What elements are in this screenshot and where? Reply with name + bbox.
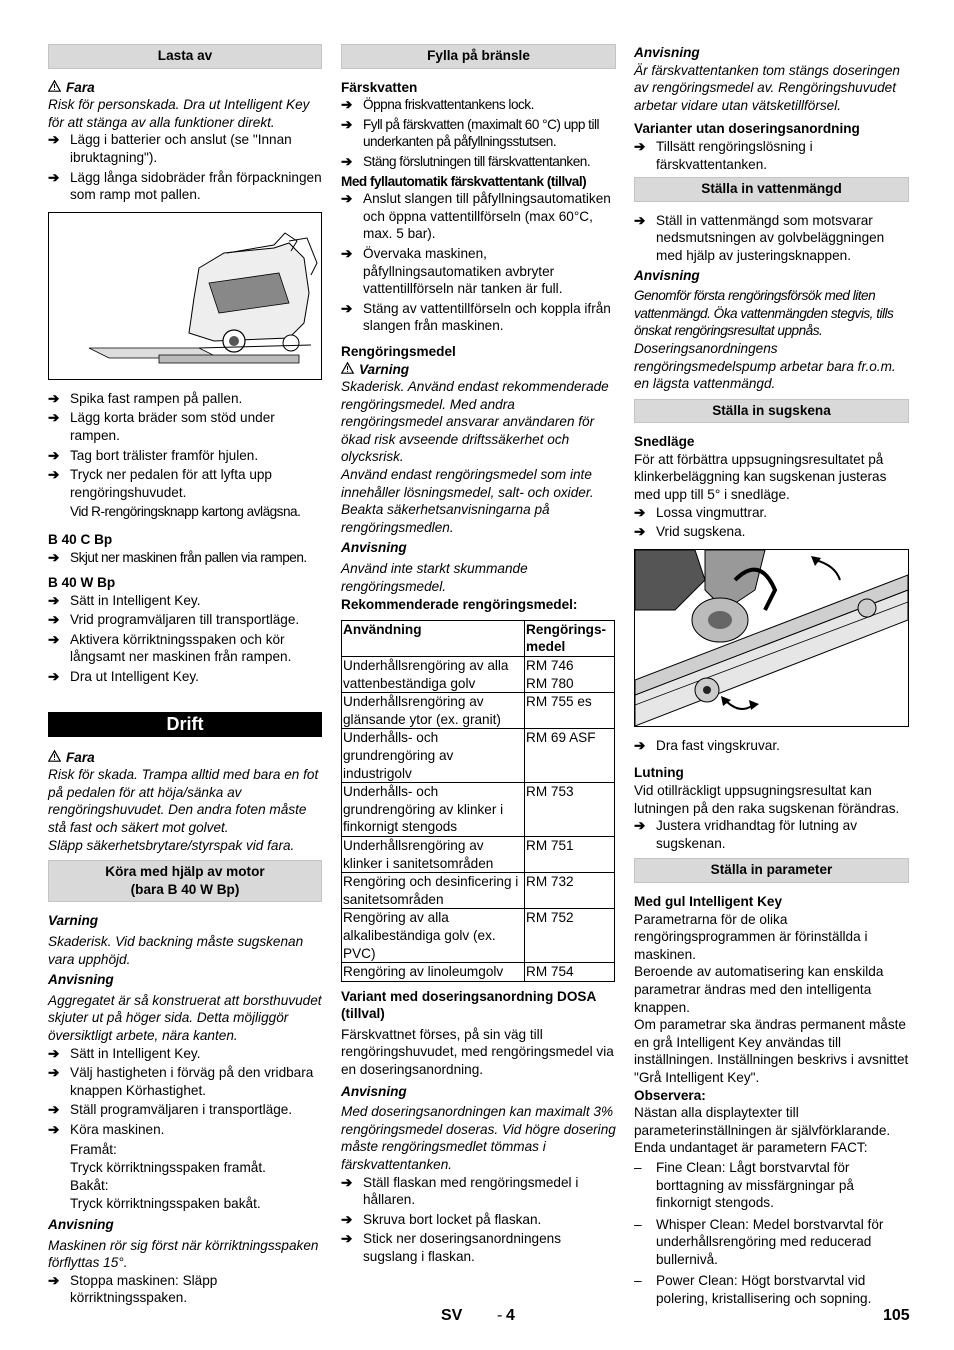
- fact-option: [634, 1159, 909, 1212]
- gul-key-heading: Med gul Intelligent Key: [634, 894, 783, 909]
- b40c-heading: B 40 C Bp: [48, 531, 113, 547]
- instruction-step: [48, 390, 322, 408]
- section-header-drift: Drift: [48, 712, 322, 737]
- warning-triangle-icon: [48, 749, 62, 767]
- instruction-step-text: Vrid programväljaren till transportläge.: [70, 612, 300, 628]
- anvisning-label-3: Anvisning: [634, 45, 700, 60]
- arrow-right-icon: ➔: [48, 1272, 60, 1288]
- farskvatten-heading: Färskvatten: [341, 79, 418, 95]
- framat-text: Tryck körriktningsspaken framåt.: [70, 1160, 266, 1176]
- table-cell-agent: RM 753: [525, 783, 615, 837]
- snedlage-heading: Snedläge: [634, 434, 695, 450]
- arrow-right-icon: ➔: [341, 1174, 353, 1190]
- parameter-text-3: Om parametrar ska ändras permanent måste en grå Intelligent Key användas till inställningen. Inställningen beskrivs i avsnittet "Grå Intelligent Key".: [634, 1017, 909, 1085]
- arrow-right-icon: ➔: [48, 631, 60, 647]
- anvisning2-text: Maskinen rör sig först när körriktningsspaken förflyttas 15°.: [48, 1237, 319, 1271]
- dosa-heading: Variant med doseringsanordning DOSA (tillval): [341, 988, 596, 1022]
- fact-option-text: Power Clean: Högt borstvarvtal vid polering, kristallisering och sopning.: [656, 1273, 872, 1307]
- instruction-step: [48, 549, 322, 567]
- instruction-step: [48, 466, 322, 501]
- arrow-right-icon: ➔: [48, 132, 60, 148]
- instruction-step-text: Välj hastigheten i förväg på den vridbara knappen Körhastighet.: [70, 1065, 314, 1098]
- instruction-step: [48, 1272, 322, 1307]
- table-cell-usage: Rengöring och desinficering i sanitetsområden: [342, 873, 525, 909]
- dash-bullet: –: [634, 1216, 642, 1232]
- arrow-right-icon: ➔: [48, 612, 60, 628]
- arrow-right-icon: ➔: [48, 592, 60, 608]
- b40w-heading: B 40 W Bp: [48, 575, 116, 591]
- table-header-cell: Rengörings-medel: [525, 620, 615, 656]
- table-row: [342, 836, 615, 872]
- instruction-step: [341, 300, 616, 335]
- instruction-step-text: Stäng av vattentillförseln och koppla ifrån slangen från maskinen.: [363, 300, 611, 334]
- arrow-right-icon: ➔: [341, 1211, 353, 1227]
- instruction-step: [634, 504, 909, 522]
- table-row: [342, 963, 615, 982]
- instruction-step: [48, 668, 322, 686]
- fact-option-text: Fine Clean: Lågt borstvarvtal för borttagning av missfärgningar på finkornigt stengods.: [656, 1159, 854, 1211]
- instruction-step: [48, 611, 322, 629]
- table-row: [342, 909, 615, 963]
- instruction-step-text: Skjut ner maskinen från pallen via rampen.: [70, 549, 307, 565]
- varianter-heading: Varianter utan doseringsanordning: [634, 121, 860, 137]
- instruction-step: [341, 1174, 616, 1209]
- instruction-step: [341, 116, 616, 151]
- instruction-step-text: Spika fast rampen på pallen.: [70, 390, 243, 406]
- bakat-text: Tryck körriktningsspaken bakåt.: [70, 1196, 261, 1212]
- instruction-step: [341, 1211, 616, 1229]
- dash-bullet: –: [634, 1159, 642, 1175]
- varning-label-2: Varning: [341, 361, 616, 379]
- instruction-step-text: Dra fast vingskruvar.: [656, 737, 780, 753]
- footer-page-number: 105: [883, 1307, 910, 1324]
- varning-label: Varning: [48, 913, 99, 929]
- lutning-heading: Lutning: [634, 765, 684, 781]
- anvisning2-label: Anvisning: [48, 1216, 114, 1232]
- arrow-right-icon: ➔: [48, 1065, 60, 1081]
- instruction-step-text: Aktivera körriktningsspaken och kör långsamt ner maskinen från rampen.: [70, 631, 292, 665]
- instruction-step-text: Sätt in Intelligent Key.: [70, 592, 201, 608]
- instruction-step-text: Ställ in vattenmängd som motsvarar nedsmutsningen av golvbeläggningen med hjälp av justeringsknappen.: [656, 212, 885, 263]
- instruction-step-text: Stäng förslutningen till färskvattentanken.: [363, 153, 591, 169]
- footer-section-number: 4: [506, 1307, 515, 1324]
- table-cell-usage: Underhållsrengöring av glänsande ytor (ex. granit): [342, 693, 525, 729]
- column-right: [634, 44, 909, 1312]
- instruction-step: [48, 1101, 322, 1119]
- anvisning-text-4: Genomför första rengöringsförsök med liten vattenmängd. Öka vattenmängden stegvis, tills önskat rengöringsresultat uppnås.: [634, 288, 894, 339]
- arrow-right-icon: ➔: [634, 737, 646, 753]
- instruction-step-text: Dra ut Intelligent Key.: [70, 669, 199, 685]
- arrow-right-icon: ➔: [634, 138, 646, 154]
- lutning-text: Vid otillräckligt uppsugningsresultat kan lutningen på den raka sugskenan förändras.: [634, 783, 900, 816]
- table-cell-usage: Rengöring av linoleumgolv: [342, 963, 525, 982]
- instruction-step-text: Lägg korta bräder som stöd under rampen.: [70, 410, 275, 443]
- instruction-step: [634, 212, 909, 265]
- instruction-step-text: Tillsätt rengöringslösning i färskvattentanken.: [656, 138, 813, 172]
- section-header-parameter: Ställa in parameter: [634, 858, 909, 883]
- instruction-step: [634, 523, 909, 541]
- column-left: [48, 44, 322, 1309]
- drift-danger-text: Risk för skada. Trampa alltid med bara en fot på pedalen för att höja/sänka av rengöringshuvudet. Den andra foten måste stå fast och säkert mot golvet.: [48, 767, 319, 836]
- section-header-fylla: Fylla på bränsle: [341, 44, 616, 69]
- table-cell-agent: RM 69 ASF: [525, 729, 615, 783]
- column-middle: [341, 44, 616, 1268]
- arrow-right-icon: ➔: [341, 116, 353, 132]
- instruction-step-text: Köra maskinen.: [70, 1121, 165, 1137]
- instruction-step: [341, 190, 616, 243]
- arrow-right-icon: ➔: [634, 818, 646, 834]
- instruction-step-text: Fyll på färskvatten (maximalt 60 °C) upp till underkanten på påfyllningsstutsen.: [363, 116, 600, 150]
- table-row: [342, 657, 615, 693]
- arrow-right-icon: ➔: [48, 669, 60, 685]
- instruction-step-text: Öppna friskvattentankens lock.: [363, 97, 534, 113]
- section-header-vattenmangd: Ställa in vattenmängd: [634, 177, 909, 202]
- danger-label-drift: Fara: [48, 749, 322, 767]
- dosa-text: Färskvattnet förses, på sin väg till rengöringshuvudet, med rengöringsmedel via en doseringsanordning.: [341, 1026, 614, 1078]
- table-cell-agent: RM 732: [525, 873, 615, 909]
- arrow-right-icon: ➔: [341, 300, 353, 316]
- section-header-kora: Köra med hjälp av motor (bara B 40 W Bp): [48, 860, 322, 902]
- table-row: [342, 729, 615, 783]
- instruction-step-text: Ställ flaskan med rengöringsmedel i hållaren.: [363, 1174, 579, 1208]
- instruction-step: [634, 737, 909, 755]
- footer-language: SV: [441, 1307, 463, 1324]
- arrow-right-icon: ➔: [48, 549, 60, 565]
- instruction-step: [341, 153, 616, 171]
- machine-on-pallet-figure: [48, 212, 322, 380]
- anvisning-label-4: Anvisning: [634, 267, 700, 283]
- table-cell-agent: RM 752: [525, 909, 615, 963]
- instruction-step: [634, 817, 909, 852]
- arrow-right-icon: ➔: [48, 447, 60, 463]
- bakat-label: Bakåt:: [70, 1177, 109, 1193]
- anvisning-text: Aggregatet är så konstruerat att borsthuvudet skjuter ut på höger sida. Detta möjliggör översiktligt arbete, nära kanten.: [48, 992, 322, 1043]
- warning-triangle-icon: [48, 79, 62, 97]
- arrow-right-icon: ➔: [48, 1102, 60, 1118]
- observera-heading: Observera:: [634, 1087, 706, 1103]
- anvisning-text-4b: Doseringsanordningens rengöringsmedelspump arbetar bara fr.o.m. en lägsta vattenmängd.: [634, 340, 896, 392]
- instruction-step-text: Stoppa maskinen: Släpp körriktningsspaken.: [70, 1272, 218, 1306]
- table-row: [342, 873, 615, 909]
- table-row: [342, 693, 615, 729]
- table-header-row: [342, 620, 615, 656]
- fact-option: [634, 1272, 909, 1307]
- table-cell-agent: RM 746 RM 780: [525, 657, 615, 693]
- instruction-step-text: Anslut slangen till påfyllningsautomatiken och öppna vattentillförseln (max 60°C, max. 5 bar).: [363, 191, 611, 242]
- instruction-step-text: Vrid sugskena.: [656, 524, 746, 540]
- table-cell-usage: Underhålls- och grundrengöring av klinker i finkornigt stengods: [342, 783, 525, 837]
- anvisning-label-2: Anvisning: [341, 540, 407, 556]
- instruction-step: [48, 1121, 322, 1139]
- table-row: [342, 783, 615, 837]
- arrow-right-icon: ➔: [48, 467, 60, 483]
- framat-label: Framåt:: [70, 1141, 117, 1157]
- instruction-step: [48, 169, 322, 204]
- instruction-step: [48, 1064, 322, 1099]
- instruction-step: [48, 131, 322, 166]
- squeegee-figure: [634, 549, 909, 727]
- instruction-step: [48, 1045, 322, 1063]
- instruction-step-text: Lägg långa sidobräder från förpackningen som ramp mot pallen.: [70, 169, 322, 203]
- table-cell-usage: Underhållsrengöring av klinker i sanitetsområden: [342, 836, 525, 872]
- arrow-right-icon: ➔: [634, 504, 646, 520]
- instruction-step: [341, 96, 616, 114]
- table-cell-agent: RM 751: [525, 836, 615, 872]
- snedlage-text: För att förbättra uppsugningsresultatet på klinkerbeläggning kan sugskenan justeras med upp till 5° i snedläge.: [634, 451, 887, 503]
- arrow-right-icon: ➔: [634, 524, 646, 540]
- arrow-right-icon: ➔: [48, 410, 60, 426]
- fact-option: [634, 1216, 909, 1269]
- arrow-right-icon: ➔: [341, 97, 353, 113]
- warning-triangle-icon: [341, 361, 355, 379]
- r-note: Vid R-rengöringsknapp kartong avlägsna.: [70, 504, 301, 520]
- varning-text: Skaderisk. Vid backning måste sugskenan vara upphöjd.: [48, 934, 304, 967]
- anvisning-label: Anvisning: [48, 972, 114, 988]
- anvisning2-text-2: Med doseringsanordningen kan maximalt 3% rengöringsmedel doseras. Vid högre dosering måste rengöringsmedlet tömmas i färskvattentanken.: [341, 1104, 616, 1173]
- instruction-step-text: Stick ner doseringsanordningens sugslang i flaskan.: [363, 1231, 561, 1264]
- danger-label: Fara: [48, 79, 322, 97]
- footer-dash: -: [497, 1307, 503, 1324]
- rekommenderade-heading: Rekommenderade rengöringsmedel:: [341, 597, 578, 613]
- instruction-step: [341, 245, 616, 298]
- rengoring-varning-text-2: Använd endast rengöringsmedel som inte innehåller lösningsmedel, salt- och oxider. Beakta säkerhetsanvisningarna på rengöringsmedlen.: [341, 467, 594, 535]
- instruction-step-text: Justera vridhandtag för lutning av sugskenan.: [656, 818, 858, 851]
- instruction-step: [48, 409, 322, 444]
- instruction-step-text: Lossa vingmuttrar.: [656, 504, 768, 520]
- parameter-text-1: Parametrarna för de olika rengöringsprogrammen är förinställda i maskinen.: [634, 911, 868, 962]
- arrow-right-icon: ➔: [48, 169, 60, 185]
- danger-text: Risk för personskada. Dra ut Intelligent Key för att stänga av alla funktioner direkt.: [48, 97, 310, 130]
- section-header-lasta-av: Lasta av: [48, 44, 322, 69]
- table-cell-usage: Rengöring av alla alkalibeständiga golv (ex. PVC): [342, 909, 525, 963]
- dash-bullet: –: [634, 1273, 642, 1289]
- rengoring-varning-text: Skaderisk. Använd endast rekommenderade rengöringsmedel. Med andra rengöringsmedel ansvarar användaren för ökad risk avseende driftssäkerhet och olycksrisk.: [341, 379, 609, 465]
- table-cell-agent: RM 755 es: [525, 693, 615, 729]
- table-cell-usage: Underhålls- och grundrengöring av industrigolv: [342, 729, 525, 783]
- instruction-step: [48, 631, 322, 666]
- instruction-step-text: Skruva bort locket på flaskan.: [363, 1211, 542, 1227]
- observera-text: Nästan alla displaytexter till parameterinställningen är självförklarande. Enda undantaget är parametern FACT:: [634, 1105, 891, 1156]
- arrow-right-icon: ➔: [341, 191, 353, 207]
- table-cell-usage: Underhållsrengöring av alla vattenbeständiga golv: [342, 657, 525, 693]
- table-cell-agent: RM 754: [525, 963, 615, 982]
- fact-option-text: Whisper Clean: Medel borstvarvtal för underhållsrengöring med reducerad bullernivå.: [656, 1216, 884, 1267]
- instruction-step-text: Ställ programväljaren i transportläge.: [70, 1102, 293, 1118]
- instruction-step: [48, 592, 322, 610]
- arrow-right-icon: ➔: [341, 153, 353, 169]
- arrow-right-icon: ➔: [48, 1121, 60, 1137]
- fyllautomatik-heading: Med fyllautomatik färskvattentank (tillval): [341, 173, 587, 189]
- section-header-sugskena: Ställa in sugskena: [634, 399, 909, 424]
- parameter-text-2: Beroende av automatisering kan enskilda parametrar ändras med den intelligenta knappen.: [634, 964, 884, 1015]
- arrow-right-icon: ➔: [48, 1045, 60, 1061]
- instruction-step-text: Lägg i batterier och anslut (se "Innan ibruktagning").: [70, 132, 292, 165]
- cleaning-agent-table: [341, 620, 615, 982]
- arrow-right-icon: ➔: [634, 212, 646, 228]
- table-header-cell: Användning: [342, 620, 525, 656]
- arrow-right-icon: ➔: [341, 1231, 353, 1247]
- anvisning-text-3: Är färskvattentanken tom stängs doseringen av rengöringsmedel av. Rengöringshuvudet arbetar vidare utan vätsketillförsel.: [634, 62, 900, 113]
- rengoringsmedel-heading: Rengöringsmedel: [341, 343, 456, 359]
- instruction-step-text: Sätt in Intelligent Key.: [70, 1045, 201, 1061]
- drift-danger-text-2: Släpp säkerhetsbrytare/styrspak vid fara.: [48, 837, 295, 853]
- instruction-step-text: Övervaka maskinen, påfyllningsautomatiken avbryter vattentillförseln när tanken är full.: [363, 245, 563, 297]
- anvisning-text-2: Använd inte starkt skummande rengöringsmedel.: [341, 561, 528, 594]
- instruction-step: [341, 1230, 616, 1265]
- arrow-right-icon: ➔: [48, 390, 60, 406]
- arrow-right-icon: ➔: [341, 245, 353, 261]
- instruction-step: [634, 138, 909, 173]
- instruction-step-text: Tryck ner pedalen för att lyfta upp rengöringshuvudet.: [70, 467, 272, 500]
- anvisning2-label-2: Anvisning: [341, 1083, 407, 1099]
- instruction-step: [48, 447, 322, 465]
- instruction-step-text: Tag bort trälister framför hjulen.: [70, 447, 259, 463]
